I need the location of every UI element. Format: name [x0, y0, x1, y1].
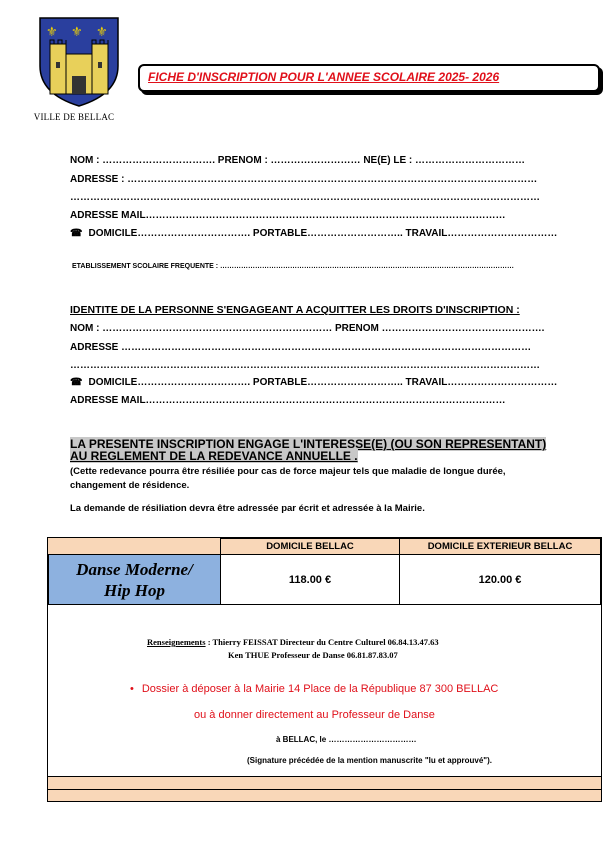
col-domicile-exterieur: DOMICILE EXTERIEUR BELLAC [399, 538, 601, 555]
eleve-tel-line[interactable] [70, 228, 557, 239]
prix-exterieur: 120.00 € [399, 554, 601, 605]
svg-text:⚜: ⚜ [71, 25, 83, 40]
payeur-mail-line[interactable]: ADRESSE MAIL……………………………………………………………………………………………… [70, 395, 506, 406]
coat-of-arms [36, 14, 122, 108]
telephone-icon: ☎ [70, 228, 83, 239]
renseignements-line2: Ken THUE Professeur de Danse 06.81.87.83.07 [228, 650, 398, 660]
footer-band-2 [48, 790, 601, 801]
page-title: FICHE D'INSCRIPTION POUR L'ANNEE SCOLAIRE 2025- 2026 [148, 70, 500, 84]
svg-text:⚜: ⚜ [46, 25, 58, 40]
footer-band-1 [48, 776, 601, 790]
col-domicile-bellac: DOMICILE BELLAC [220, 538, 400, 555]
ville-label: VILLE DE BELLAC [33, 112, 115, 122]
eleve-adresse-line2[interactable]: …………………………………………………………………………………………………………………………… [70, 192, 540, 203]
eleve-nom-line[interactable]: NOM : ……………………………. PRENOM : ……………………… NE(E) LE : …………………………… [70, 155, 525, 166]
table-corner [48, 538, 221, 555]
tarifs-table [47, 537, 602, 802]
signature-mention: (Signature précédée de la mention manuscrite "lu et approuvé"). [247, 756, 492, 765]
activite-label-2: Hip Hop [104, 580, 165, 600]
activite-label-1: Danse Moderne/ [76, 559, 193, 579]
payeur-tel-text: DOMICILE……………………………. PORTABLE……………………….. TRAVAIL…………………………… [88, 377, 558, 388]
renseignements-line1: Renseignements : Thierry FEISSAT Directeur du Centre Culturel 06.84.13.47.63 [147, 637, 439, 647]
dossier-line: • Dossier à déposer à la Mairie 14 Place de la République 87 300 BELLAC [130, 683, 499, 695]
redevance-note: (Cette redevance pourra être résiliée pour cas de force majeur tels que maladie de longue durée, changement de résidence. [70, 466, 506, 491]
eleve-adresse-line[interactable]: ADRESSE : …………………………………………………………………………………………………………… [70, 174, 538, 185]
lieu-date-line[interactable]: à BELLAC, le …………………………… [276, 735, 417, 744]
payeur-tel-line[interactable] [70, 377, 557, 388]
eleve-mail-line[interactable]: ADRESSE MAIL……………………………………………………………………………………………… [70, 210, 506, 221]
etablissement-line[interactable]: ETABLISSEMENT SCOLAIRE FREQUENTE : ……………………………………………………………………………………………………………… [72, 263, 515, 270]
svg-text:⚜: ⚜ [96, 25, 108, 40]
resiliation-note: La demande de résiliation devra être adressée par écrit et adressée à la Mairie. [70, 503, 425, 514]
professeur-line: ou à donner directement au Professeur de Danse [194, 709, 435, 721]
activite-cell [48, 554, 221, 605]
title-box [138, 64, 600, 92]
payeur-heading: IDENTITE DE LA PERSONNE S'ENGAGEANT A ACQUITTER LES DROITS D'INSCRIPTION : [70, 304, 520, 316]
engagement-warning: LA PRESENTE INSCRIPTION ENGAGE L'INTERESSE(E) (OU SON REPRESENTANT) AU REGLEMENT DE LA REDEVANCE ANNUELLE . [70, 437, 547, 463]
prix-bellac: 118.00 € [220, 554, 400, 605]
payeur-adresse-line[interactable]: ADRESSE …………………………………………………………………………………………………………… [70, 342, 532, 353]
payeur-adresse-line2[interactable]: …………………………………………………………………………………………………………………………… [70, 360, 540, 371]
eleve-tel-text: DOMICILE……………………………. PORTABLE……………………….. TRAVAIL…………………………… [88, 228, 558, 239]
bullet-icon: • [130, 683, 134, 695]
payeur-nom-line[interactable]: NOM : …………………………………………………………… PRENOM …………………………………………. [70, 323, 545, 334]
telephone-icon: ☎ [70, 377, 83, 388]
